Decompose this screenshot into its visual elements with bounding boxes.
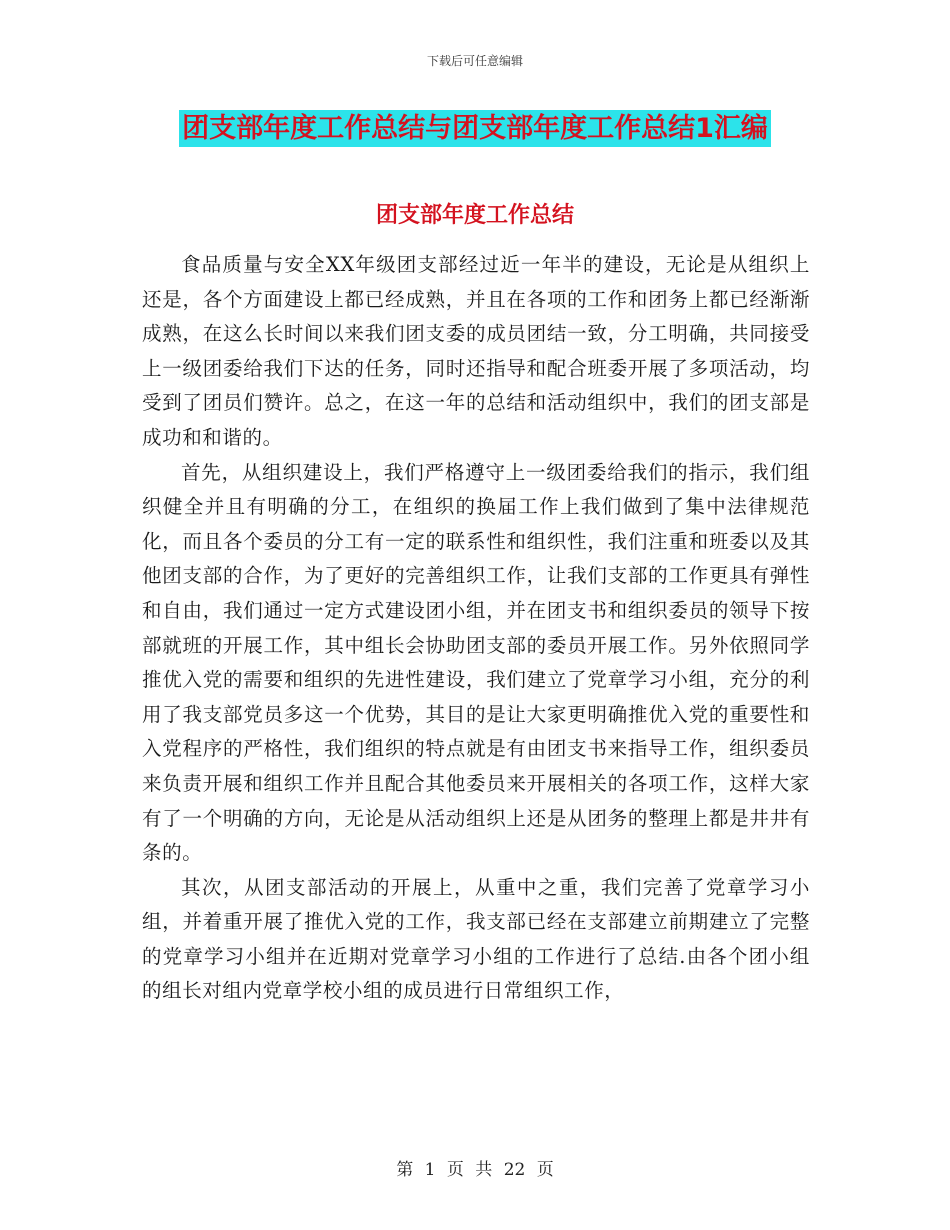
paragraph-2: 首先，从组织建设上，我们严格遵守上一级团委给我们的指示，我们组织健全并且有明确的分工，在组织的换届工作上我们做到了集中法律规范化，而且各个委员的分工有一定的联系性和组织性，我们注重和班委以及其他团支部的合作，为了更好的完善组织工作，让我们支部的工作更具有弹性和自由，我们通过一定方式建设团小组，并在团支书和组织委员的领导下按部就班的开展工作，其中组长会协助团支部的委员开展工作。另外依照同学推优入党的需要和组织的先进性建设，我们建立了党章学习小组，充分的利用了我支部党员多这一个优势，其目的是让大家更明确推优入党的重要性和入党程序的严格性，我们组织的特点就是有由团支书来指导工作，组织委员来负责开展和组织工作并且配合其他委员来开展相关的各项工作，这样大家有了一个明确的方向，无论是从活动组织上还是从团务的整理上都是井井有条的。	[142, 460, 810, 865]
document-title-text: 团支部年度工作总结与团支部年度工作总结1汇编	[179, 110, 771, 147]
paragraph-1: 食品质量与安全XX年级团支部经过近一年半的建设，无论是从组织上还是，各个方面建设上都已经成熟，并且在各项的工作和团务上都已经渐渐成熟，在这么长时间以来我们团支委的成员团结一致，分工明确，共同接受上一级团委给我们下达的任务，同时还指导和配合班委开展了多项活动，均受到了团员们赞许。总之，在这一年的总结和活动组织中，我们的团支部是成功和和谐的。	[142, 253, 810, 449]
document-title	[0, 110, 950, 147]
section-title: 团支部年度工作总结	[375, 203, 574, 228]
page-footer: 第 1 页 共 22 页	[396, 1160, 554, 1180]
header-note: 下载后可任意编辑	[426, 54, 523, 68]
paragraph-3: 其次，从团支部活动的开展上，从重中之重，我们完善了党章学习小组，并着重开展了推优入党的工作，我支部已经在支部建立前期建立了完整的党章学习小组并在近期对党章学习小组的工作进行了总结.由各个团小组的组长对组内党章学校小组的成员进行日常组织工作，	[142, 875, 810, 1003]
document-body	[142, 248, 810, 1009]
